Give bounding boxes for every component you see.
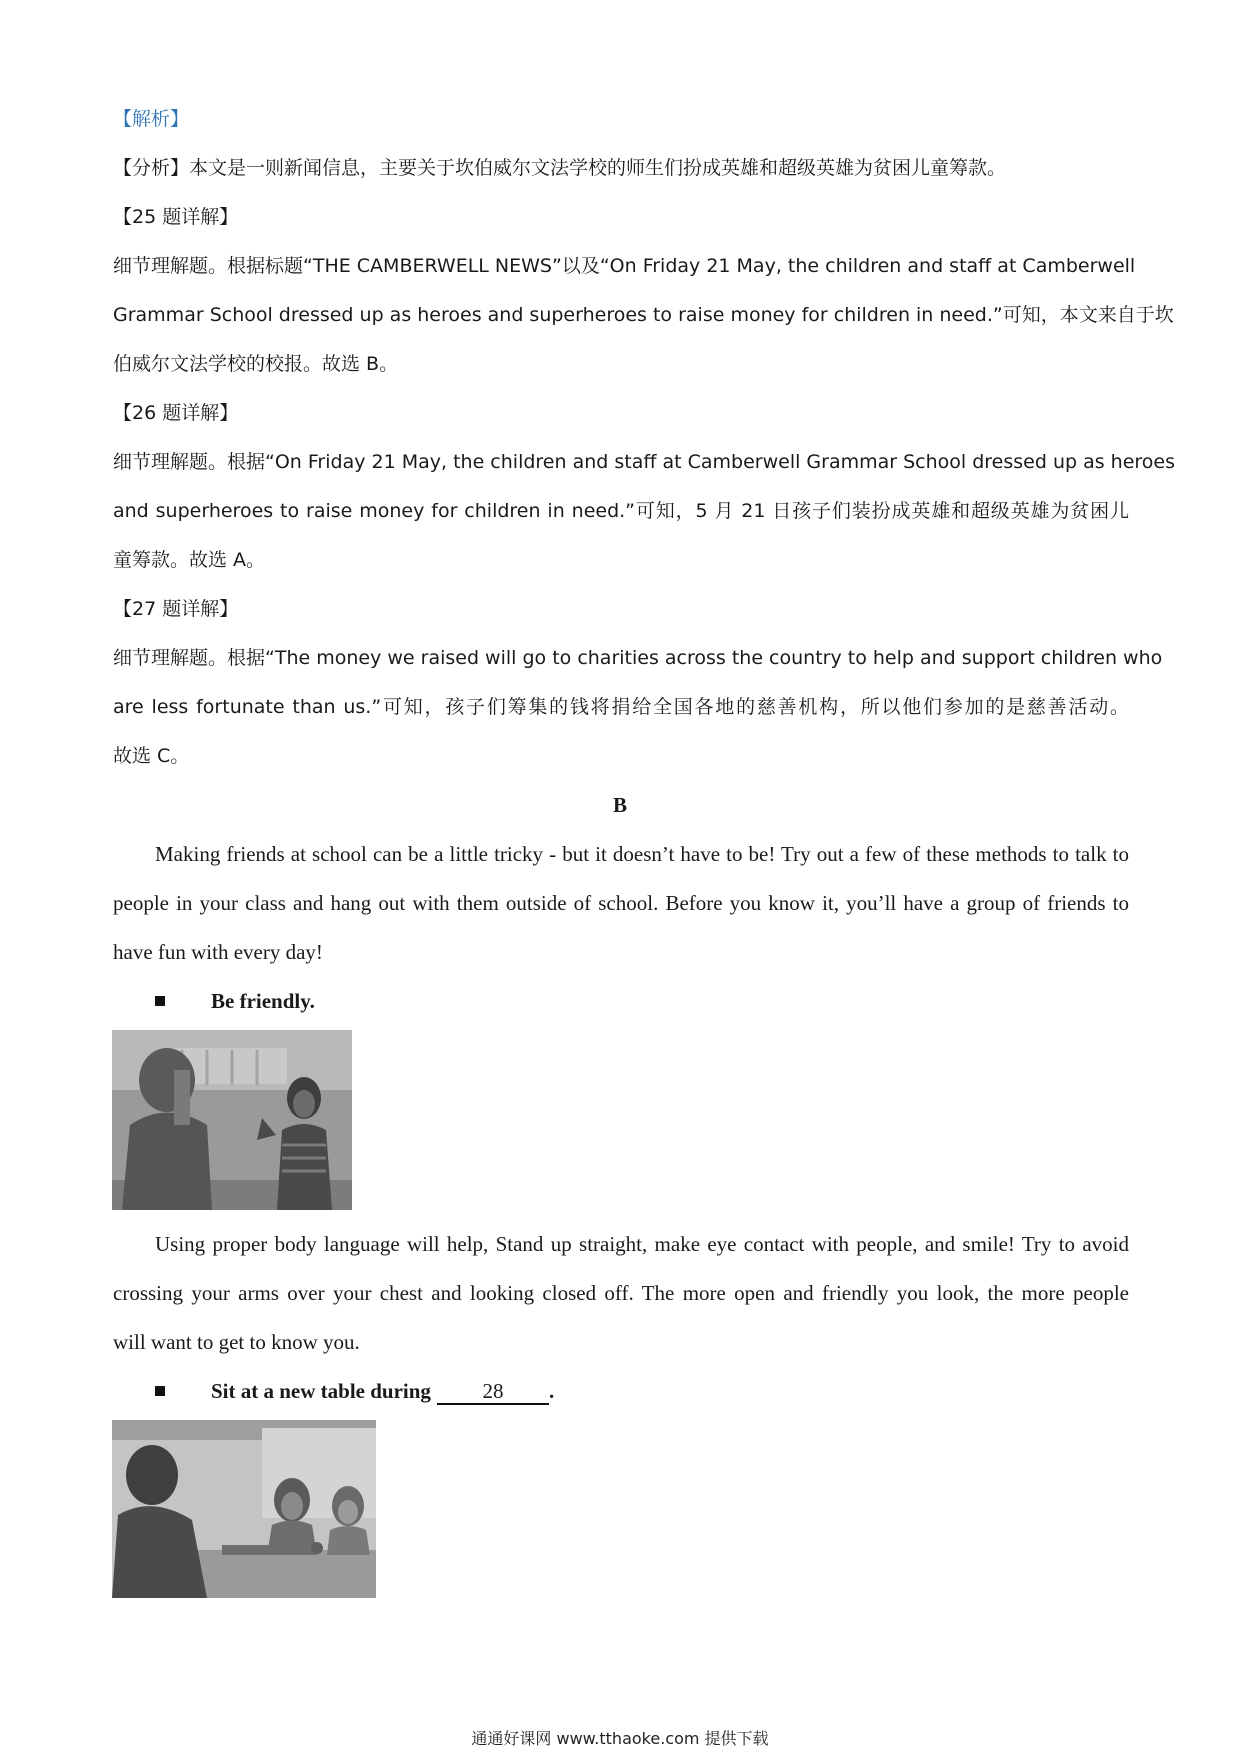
bullet-square-icon: [155, 996, 165, 1006]
answer-blank-28: 28: [437, 1379, 549, 1405]
tip1-body-line-3: will want to get to know you.: [113, 1330, 360, 1354]
intro-line-2: people in your class and hang out with them outside of school. Before you know it, you’ll have a group of friends to: [113, 891, 1129, 915]
photo-two-girls-greeting: [112, 1030, 352, 1210]
q25-line-2: Grammar School dressed up as heroes and superheroes to raise money for children in need.”可知，本文来自于坎: [113, 304, 1174, 326]
q25-line-3: 伯威尔文法学校的校报。故选 B。: [113, 353, 399, 375]
tip1-body-line-1: Using proper body language will help, Stand up straight, make eye contact with people, and smile! Try to avoid: [155, 1232, 1129, 1256]
page-footer: 通通好课网 www.tthaoke.com 提供下载: [471, 1729, 769, 1748]
photo-two-girls-greeting-image: [112, 1030, 352, 1210]
q26-line-3: 童筹款。故选 A。: [113, 549, 266, 571]
q25-heading: 【25 题详解】: [113, 206, 239, 228]
tip2-end-punct: .: [548, 1379, 555, 1403]
tip2-title: Sit at a new table during: [211, 1379, 431, 1403]
q27-line-3: 故选 C。: [113, 745, 190, 767]
q25-line-1: 细节理解题。根据标题“THE CAMBERWELL NEWS”以及“On Friday 21 May, the children and staff at Camberwell: [113, 255, 1136, 277]
q27-line-1: 细节理解题。根据“The money we raised will go to charities across the country to help and support children who: [113, 647, 1163, 669]
q27-heading: 【27 题详解】: [113, 598, 239, 620]
analysis-title: 【解析】: [113, 108, 190, 130]
q27-line-2: are less fortunate than us.”可知，孩子们筹集的钱将捐给全国各地的慈善机构，所以他们参加的是慈善活动。: [113, 696, 1129, 718]
q26-heading: 【26 题详解】: [113, 402, 239, 424]
photo-girls-at-cafeteria-table: [112, 1420, 376, 1598]
intro-line-1: Making friends at school can be a little tricky - but it doesn’t have to be! Try out a few of these methods to talk to: [155, 842, 1129, 866]
section-b-label: B: [612, 793, 627, 817]
q26-line-2: and superheroes to raise money for children in need.”可知，5 月 21 日孩子们装扮成英雄和超级英雄为贫困儿: [113, 500, 1129, 522]
intro-line-3: have fun with every day!: [113, 940, 323, 964]
tip1-body-line-2: crossing your arms over your chest and looking closed off. The more open and friendly you look, the more people: [113, 1281, 1129, 1305]
tip1-title: Be friendly.: [211, 989, 315, 1013]
analysis-summary: 【分析】本文是一则新闻信息，主要关于坎伯威尔文法学校的师生们扮成英雄和超级英雄为贫困儿童筹款。: [113, 157, 1007, 179]
tip1-heading: [155, 986, 315, 1016]
bullet-square-icon: [155, 1386, 165, 1396]
tip2-heading: [155, 1376, 554, 1406]
photo-girls-at-cafeteria-table-image: [112, 1420, 376, 1598]
q26-line-1: 细节理解题。根据“On Friday 21 May, the children and staff at Camberwell Grammar School dressed up as heroes: [113, 451, 1176, 473]
